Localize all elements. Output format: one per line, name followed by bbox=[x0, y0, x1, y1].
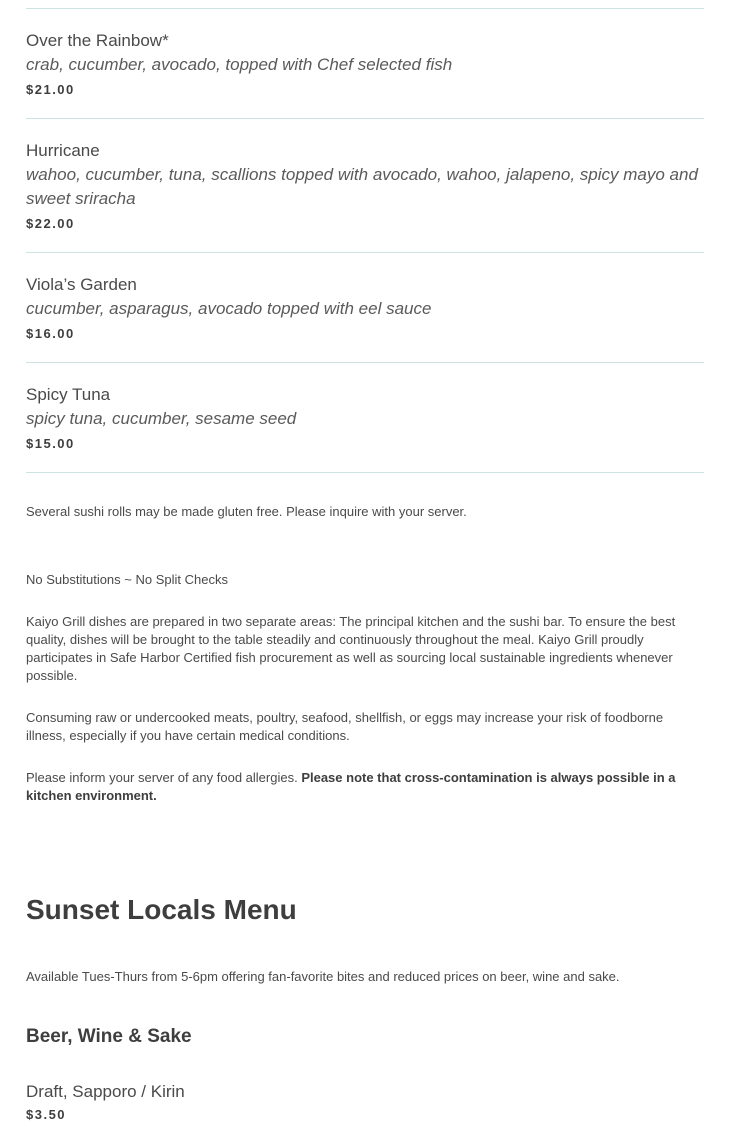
item-name: Viola’s Garden bbox=[26, 275, 137, 294]
consumer-advisory: Consuming raw or undercooked meats, poultry, seafood, shellfish, or eggs may increase your risk of foodborne illness, especially if you have certain medical conditions. bbox=[26, 710, 664, 743]
availability-note: Available Tues-Thurs from 5-6pm offering fan-favorite bites and reduced prices on beer, wine and sake. bbox=[26, 969, 620, 984]
item-price: $3.50 bbox=[26, 1107, 67, 1122]
item-name: Over the Rainbow* bbox=[26, 31, 169, 50]
divider bbox=[26, 8, 704, 9]
menu-item-hurricane bbox=[26, 139, 704, 234]
item-description: spicy tuna, cucumber, sesame seed bbox=[26, 409, 297, 428]
item-description: crab, cucumber, avocado, topped with Chef selected fish bbox=[26, 55, 453, 74]
no-substitutions-note: No Substitutions ~ No Split Checks bbox=[26, 572, 228, 587]
item-price: $22.00 bbox=[26, 216, 75, 231]
item-price: $15.00 bbox=[26, 436, 75, 451]
allergy-note bbox=[26, 769, 704, 805]
item-name: Spicy Tuna bbox=[26, 385, 111, 404]
subsection-title: Beer, Wine & Sake bbox=[26, 1026, 192, 1047]
cross-contamination-warning: Please note that cross-contamination is always possible in a kitchen environment. bbox=[26, 770, 676, 803]
divider bbox=[26, 252, 704, 253]
gluten-free-note: Several sushi rolls may be made gluten free. Please inquire with your server. bbox=[26, 504, 467, 519]
item-description: wahoo, cucumber, tuna, scallions topped with avocado, wahoo, jalapeno, spicy mayo and sweet sriracha bbox=[26, 165, 698, 208]
divider bbox=[26, 472, 704, 473]
item-name: Hurricane bbox=[26, 141, 100, 160]
item-price: $21.00 bbox=[26, 82, 75, 97]
menu-item-over-the-rainbow bbox=[26, 29, 704, 100]
divider bbox=[26, 362, 704, 363]
section-title: Sunset Locals Menu bbox=[26, 894, 297, 925]
item-name: Draft, Sapporo / Kirin bbox=[26, 1082, 185, 1101]
item-description: cucumber, asparagus, avocado topped with eel sauce bbox=[26, 299, 432, 318]
item-price: $16.00 bbox=[26, 326, 75, 341]
menu-item-violas-garden bbox=[26, 273, 704, 344]
divider bbox=[26, 118, 704, 119]
kitchen-note: Kaiyo Grill dishes are prepared in two separate areas: The principal kitchen and the sushi bar. To ensure the best quality, dishes will be brought to the table steadily and continuously throughout the meal. Kaiyo Grill proudly participates in Safe Harbor Certified fish procurement as well as sourcing local sustainable ingredients whenever possible. bbox=[26, 614, 676, 683]
menu-item-draft-beer bbox=[26, 1080, 704, 1125]
allergy-note-text: Please inform your server of any food allergies. bbox=[26, 770, 302, 785]
menu-item-spicy-tuna bbox=[26, 383, 704, 454]
